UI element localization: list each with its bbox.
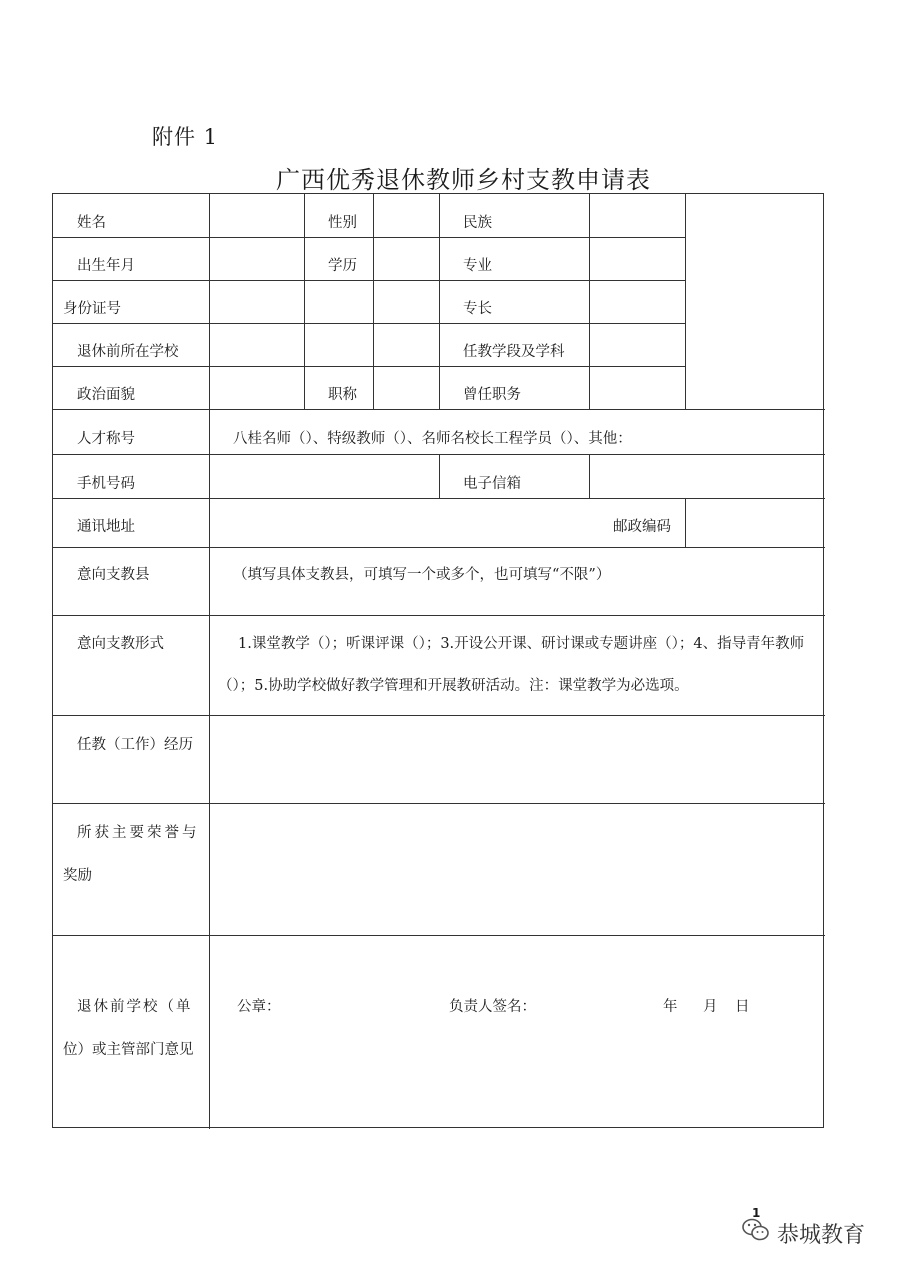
col-divider: [685, 498, 686, 547]
wechat-icon: [741, 1216, 777, 1250]
label-name: 姓名: [77, 215, 106, 231]
date-month: 月: [703, 999, 718, 1015]
row-divider: [53, 803, 825, 804]
county-hint: （填写具体支教县，可填写一个或多个，也可填写“不限”）: [233, 567, 611, 583]
col-divider: [685, 194, 686, 409]
label-experience: 任教（工作）经历: [77, 737, 193, 753]
attachment-label: 附件 1: [152, 125, 219, 149]
col-divider: [439, 454, 440, 498]
date-day: 日: [735, 999, 750, 1015]
label-address: 通讯地址: [77, 519, 135, 535]
label-political: 政治面貌: [77, 387, 135, 403]
label-talent: 人才称号: [77, 431, 135, 447]
label-honors-line2: 奖励: [63, 868, 92, 884]
form-options: 1.课堂教学（）；听课评课（）；3.开设公开课、研讨课或专题讲座（）；4、指导青年教师（）；5.协助学校做好教学管理和开展教研活动。注：课堂教学为必选项。: [218, 636, 805, 694]
seal-label: 公章：: [237, 999, 281, 1015]
label-postcode: 邮政编码: [613, 519, 671, 535]
label-major: 专业: [463, 258, 492, 274]
row-divider: [53, 615, 825, 616]
row-divider: [53, 409, 825, 410]
row-divider: [53, 237, 685, 238]
label-teaching-stage: 任教学段及学科: [463, 344, 565, 360]
label-title-rank: 职称: [328, 387, 357, 403]
application-form-table: [52, 193, 824, 1128]
label-opinion-line2: 位）或主管部门意见: [63, 1042, 194, 1058]
date-year: 年: [663, 999, 678, 1015]
row-divider: [53, 323, 685, 324]
label-form: 意向支教形式: [77, 636, 164, 652]
watermark-text: 恭城教育: [777, 1222, 866, 1248]
label-id-number: 身份证号: [63, 301, 121, 317]
col-divider: [439, 194, 440, 409]
label-ethnicity: 民族: [463, 215, 492, 231]
label-school-before: 退休前所在学校: [77, 344, 179, 360]
label-specialty: 专长: [463, 301, 492, 317]
label-county: 意向支教县: [77, 567, 150, 583]
form-title: 广西优秀退休教师乡村支教申请表: [276, 166, 651, 194]
row-divider: [53, 547, 825, 548]
label-honors-line1: 所获主要荣誉与: [77, 825, 200, 841]
page-number: 1: [752, 1206, 761, 1220]
talent-options: 八桂名师（）、特级教师（）、名师名校长工程学员（）、其他：: [233, 431, 632, 447]
col-divider: [209, 194, 210, 1129]
label-phone: 手机号码: [77, 476, 135, 492]
row-divider: [53, 366, 685, 367]
col-divider: [373, 194, 374, 409]
row-divider: [53, 280, 685, 281]
col-divider: [589, 194, 590, 409]
label-past-position: 曾任职务: [463, 387, 521, 403]
row-divider: [53, 498, 825, 499]
row-divider: [53, 935, 825, 936]
row-divider: [53, 715, 825, 716]
label-opinion-line1: 退休前学校（单: [77, 999, 193, 1015]
label-birth: 出生年月: [77, 258, 135, 274]
signature-label: 负责人签名：: [449, 999, 536, 1015]
col-divider: [589, 454, 590, 498]
label-email: 电子信箱: [463, 476, 521, 492]
col-divider: [304, 194, 305, 409]
label-education: 学历: [328, 258, 357, 274]
label-gender: 性别: [328, 215, 357, 231]
watermark: [741, 1215, 865, 1251]
